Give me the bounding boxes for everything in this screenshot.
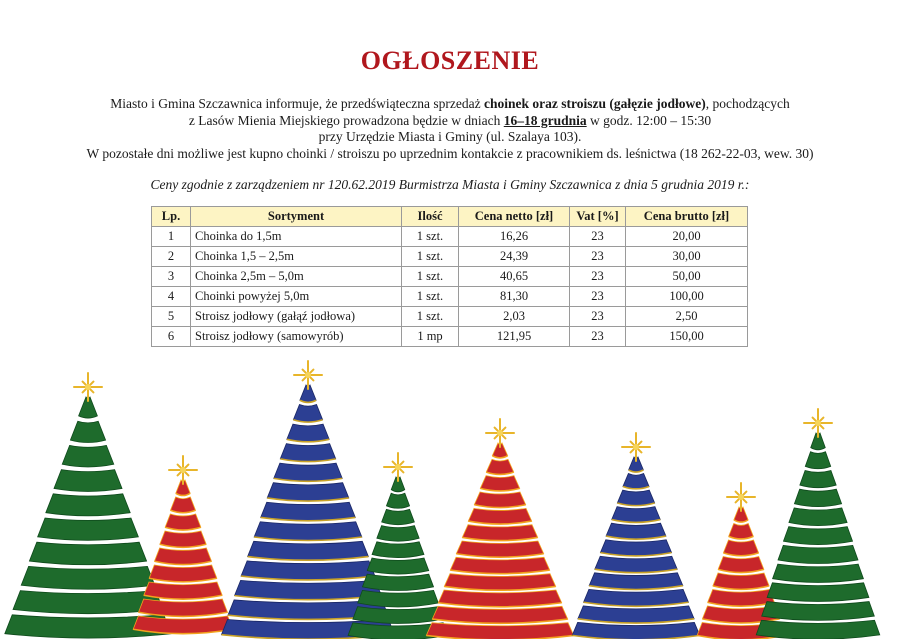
col-header-lp: Lp. [152, 207, 191, 227]
sale-dates: 16–18 grudnia [503, 112, 587, 128]
cell-cena-brutto: 30,00 [626, 247, 748, 267]
cell-sortyment: Stroisz jodłowy (gałąź jodłowa) [191, 307, 402, 327]
cell-cena-netto: 40,65 [459, 267, 570, 287]
tree-green-center [348, 477, 448, 639]
cell-vat: 23 [570, 307, 626, 327]
tree-red-center-star-icon [486, 419, 514, 447]
tree-green-far-right [756, 433, 880, 639]
cell-ilosc: 1 mp [402, 327, 459, 347]
tree-red-right-star-icon [727, 483, 755, 511]
announcement-line-2: z Lasów Mienia Miejskiego prowadzona będzie w dniach 16–18 grudnia w godz. 12:00 – 15:30 [188, 112, 712, 128]
cell-sortyment: Choinka 2,5m – 5,0m [191, 267, 402, 287]
tree-blue-right [572, 457, 700, 639]
cell-lp: 6 [152, 327, 191, 347]
cell-vat: 23 [570, 287, 626, 307]
table-row [152, 287, 748, 307]
cell-sortyment: Stroisz jodłowy (samowyrób) [191, 327, 402, 347]
table-row [152, 227, 748, 247]
cell-lp: 4 [152, 287, 191, 307]
tree-green-far-right-star-icon [804, 409, 832, 437]
tree-blue-left-star-icon [294, 361, 322, 389]
col-header-cena-brutto: Cena brutto [zł] [626, 207, 748, 227]
price-table [151, 206, 748, 347]
cell-ilosc: 1 szt. [402, 247, 459, 267]
cell-cena-brutto: 100,00 [626, 287, 748, 307]
cell-cena-netto: 2,03 [459, 307, 570, 327]
cell-sortyment: Choinki powyżej 5,0m [191, 287, 402, 307]
tree-red-right [697, 507, 785, 639]
table-row [152, 327, 748, 347]
tree-red-center [426, 443, 573, 639]
price-note: Ceny zgodnie z zarządzeniem nr 120.62.2019 Burmistrza Miasta i Gminy Szczawnica z dnia 5 grudnia 2019 r.: [150, 177, 750, 192]
table-row [152, 267, 748, 287]
cell-vat: 23 [570, 247, 626, 267]
announcement-body [30, 96, 870, 162]
cell-sortyment: Choinka do 1,5m [191, 227, 402, 247]
cell-cena-netto: 81,30 [459, 287, 570, 307]
cell-sortyment: Choinka 1,5 – 2,5m [191, 247, 402, 267]
cell-ilosc: 1 szt. [402, 287, 459, 307]
table-row [152, 307, 748, 327]
christmas-trees-decoration [0, 355, 900, 639]
cell-cena-brutto: 2,50 [626, 307, 748, 327]
tree-green-center-star-icon [384, 453, 412, 481]
announcement-line-4: W pozostałe dni możliwe jest kupno choinki / stroiszu po uprzednim kontakcie z pracownikiem ds. leśnictwa (18 262-22-03, wew. 30) [86, 145, 814, 161]
cell-vat: 23 [570, 327, 626, 347]
cell-cena-brutto: 20,00 [626, 227, 748, 247]
cell-cena-netto: 24,39 [459, 247, 570, 267]
announcement-title: OGŁOSZENIE [360, 46, 540, 75]
cell-ilosc: 1 szt. [402, 307, 459, 327]
table-row [152, 247, 748, 267]
col-header-cena-netto: Cena netto [zł] [459, 207, 570, 227]
col-header-ilosc: Ilość [402, 207, 459, 227]
tree-red-left [133, 480, 233, 634]
cell-lp: 2 [152, 247, 191, 267]
announcement-line-1: Miasto i Gmina Szczawnica informuje, że przedświąteczna sprzedaż choinek oraz stroiszu (gałęzie jodłowe), pochodzących [110, 96, 790, 111]
cell-ilosc: 1 szt. [402, 227, 459, 247]
cell-lp: 5 [152, 307, 191, 327]
cell-ilosc: 1 szt. [402, 267, 459, 287]
cell-cena-brutto: 150,00 [626, 327, 748, 347]
col-header-vat: Vat [%] [570, 207, 626, 227]
cell-lp: 1 [152, 227, 191, 247]
col-header-sortyment: Sortyment [191, 207, 402, 227]
cell-lp: 3 [152, 267, 191, 287]
cell-vat: 23 [570, 227, 626, 247]
cell-cena-brutto: 50,00 [626, 267, 748, 287]
tree-blue-right-star-icon [622, 433, 650, 461]
cell-cena-netto: 121,95 [459, 327, 570, 347]
product-highlight: choinek oraz stroiszu (gałęzie jodłowe) [484, 96, 706, 111]
announcement-line-3: przy Urzędzie Miasta i Gminy (ul. Szalaya 103). [318, 129, 582, 144]
tree-green-far-left-star-icon [74, 373, 102, 401]
table-header-row [152, 207, 748, 227]
tree-red-left-star-icon [169, 456, 197, 484]
cell-cena-netto: 16,26 [459, 227, 570, 247]
cell-vat: 23 [570, 267, 626, 287]
